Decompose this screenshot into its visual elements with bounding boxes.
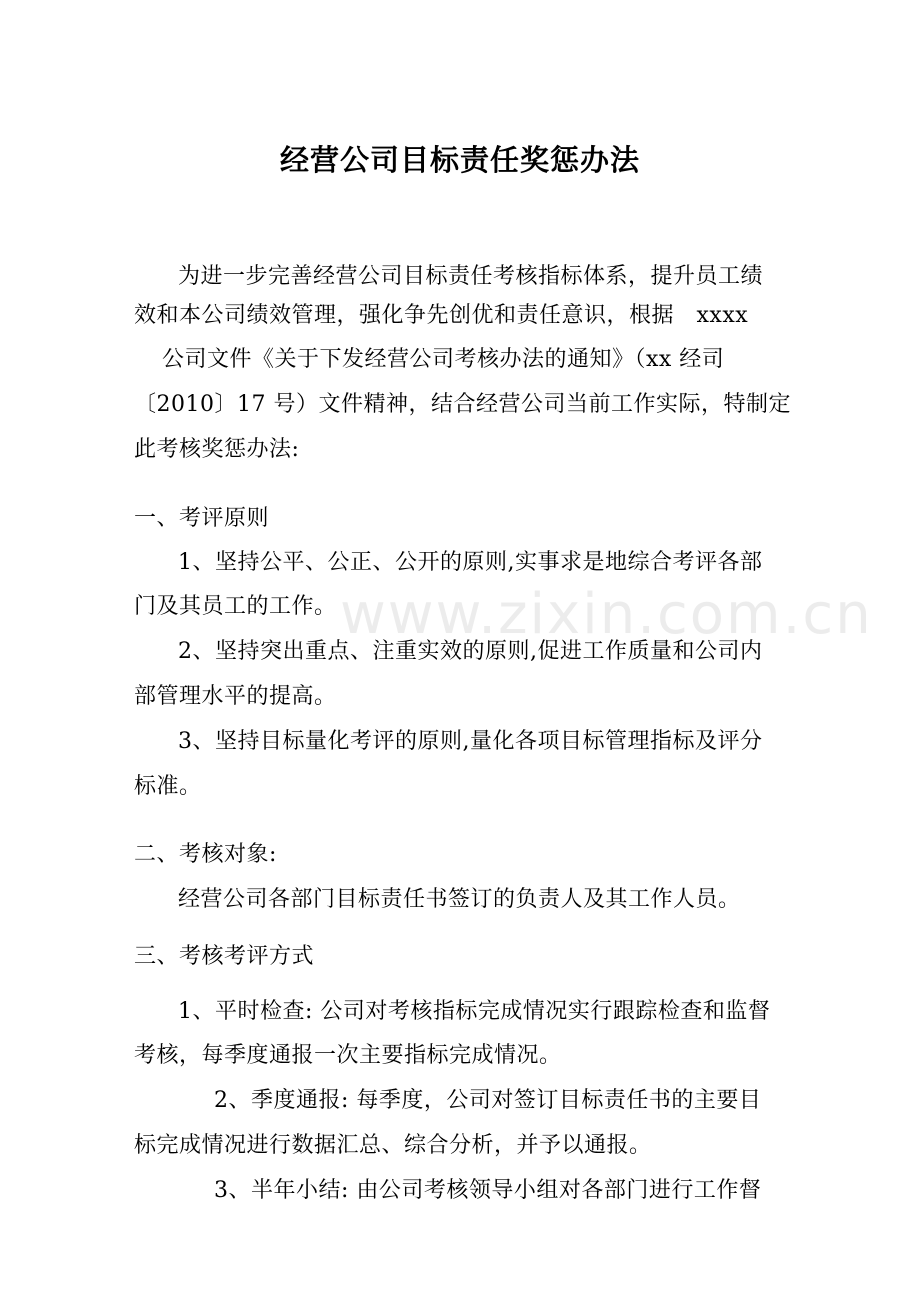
- list-item-continuation: 部管理水平的提高。: [134, 684, 337, 709]
- section-heading: 三、考核考评方式: [134, 944, 315, 969]
- paragraph-line: 为进一步完善经营公司目标责任考核指标体系，提升员工绩: [178, 264, 764, 289]
- list-item-continuation: 标完成情况进行数据汇总、综合分析，并予以通报。: [134, 1133, 652, 1158]
- list-item: 2、季度通报: 每季度，公司对签订目标责任书的主要目: [214, 1088, 762, 1113]
- list-item-continuation: 门及其员工的工作。: [134, 594, 337, 619]
- list-item: 3、坚持目标量化考评的原则,量化各项目标管理指标及评分: [178, 729, 763, 754]
- list-item: 1、坚持公平、公正、公开的原则,实事求是地综合考评各部: [178, 550, 763, 575]
- section-heading: 二、考核对象:: [134, 842, 277, 867]
- paragraph-line: 经营公司各部门目标责任书签订的负责人及其工作人员。: [178, 887, 741, 912]
- list-item: 3、半年小结: 由公司考核领导小组对各部门进行工作督: [214, 1178, 762, 1203]
- paragraph-line: 公司文件《关于下发经营公司考核办法的通知》（xx 经司: [162, 347, 725, 372]
- section-heading: 一、考评原则: [134, 506, 270, 531]
- list-item-continuation: 考核，每季度通报一次主要指标完成情况。: [134, 1043, 562, 1068]
- list-item: 1、平时检查: 公司对考核指标完成情况实行跟踪检查和监督: [178, 999, 771, 1024]
- document-title: 经营公司目标责任奖惩办法: [279, 143, 640, 177]
- paragraph-line: 〔2010〕17 号）文件精神，结合经营公司当前工作实际，特制定: [134, 392, 791, 417]
- watermark-text: www.zixin.com.cn: [340, 582, 873, 647]
- paragraph-line: 此考核奖惩办法:: [134, 437, 300, 462]
- list-item-continuation: 标准。: [134, 774, 202, 799]
- paragraph-line: 效和本公司绩效管理，强化争先创优和责任意识，根据 xxxx: [134, 303, 749, 328]
- list-item: 2、坚持突出重点、注重实效的原则,促进工作质量和公司内: [178, 639, 763, 664]
